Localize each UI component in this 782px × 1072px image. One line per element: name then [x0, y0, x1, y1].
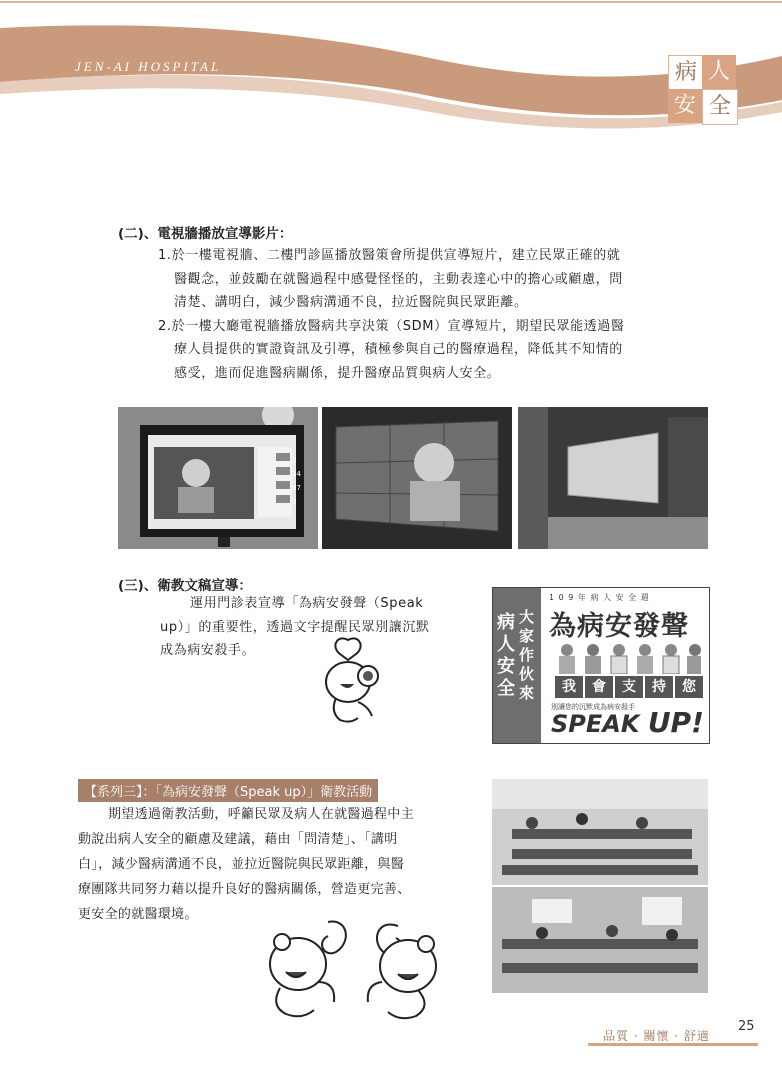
series-3-label: 【系列三】：「為病安發聲（Speak up）」衛教活動: [78, 779, 378, 802]
queue-value: 3: [292, 498, 297, 506]
poster-mid-vertical: 大家作伙來: [519, 608, 535, 702]
photo-video-wall: [322, 407, 512, 549]
logo-char-3: 安: [668, 89, 702, 123]
poster-button-row: [555, 676, 703, 698]
poster-speak: SPEAK: [551, 710, 640, 738]
series-line-3: 白」，減少醫病溝通不良，並拉近醫院與民眾距離，與醫: [78, 857, 405, 872]
poster-button: 持: [645, 676, 673, 698]
footer-motto: 品質 · 關懷 · 舒適: [603, 1029, 710, 1043]
section-2-list: [158, 244, 718, 385]
poster-title: 為病安發聲: [549, 611, 689, 642]
hospital-brand: JEN-AI HOSPITAL: [75, 59, 222, 74]
section-2-item-1: [158, 244, 718, 315]
queue-value: 3: [292, 456, 297, 464]
video-wall-graphic: [322, 407, 512, 549]
photo-tv-clinic: [118, 407, 318, 549]
photo-lobby-screen: [518, 407, 708, 549]
photo-waiting-area: [492, 779, 708, 993]
section-3-line-2: up）」的重要性，透過文字提醒民眾別讓沉默: [160, 619, 430, 635]
series-line-1: 期望透過衛教活動，呼籲民眾及病人在就醫過程中主: [108, 807, 414, 822]
series-line-4: 療團隊共同努力藉以提升良好的醫病關係，營造更完善、: [78, 882, 411, 897]
footer-rule: [588, 1043, 758, 1046]
item-2-line-3: 感受，進而促進醫病關係，提升醫療品質與病人安全。: [174, 365, 501, 381]
item-1-line-2: 醫觀念，並鼓勵在就醫過程中感覺怪怪的，主動表達心中的擔心或顧慮，問: [174, 271, 623, 287]
section-3-line-1: 運用門診表宣導「為病安發聲（Speak: [190, 596, 424, 611]
section-2-item-2: [158, 315, 718, 386]
poster-button: 我: [555, 676, 583, 698]
mascot-illustration: [318, 636, 390, 726]
poster-button: 您: [675, 676, 703, 698]
poster-button: 支: [615, 676, 643, 698]
item-2-line-2: 療人員提供的實證資訊及引導，積極參與自己的醫療過程，降低其不知情的: [174, 342, 623, 357]
page-number: 25: [738, 1019, 755, 1034]
series-line-2: 動說出病人安全的顧慮及建議，藉由「問清楚」、「講明: [78, 832, 398, 847]
section-3-line-3: 成為病安殺手。: [160, 643, 256, 658]
waiting-area-graphic: [492, 779, 708, 993]
item-2-line-1: 2.於一樓大廳電視牆播放醫病共享決策（SDM）宣導短片，期望民眾能透過醫: [158, 318, 625, 334]
poster-up: UP!: [647, 706, 704, 739]
logo-char-2: 人: [702, 55, 736, 89]
series-line-5: 更安全的就醫環境。: [78, 907, 198, 922]
patient-safety-logo: [668, 55, 736, 123]
tv-queue-values: [292, 453, 301, 509]
logo-char-1: 病: [668, 55, 704, 91]
tv-clinic-graphic: [118, 407, 318, 549]
poster-people-illustration: [553, 642, 703, 674]
logo-char-4: 全: [702, 89, 738, 125]
poster-button: 會: [585, 676, 613, 698]
section-3-heading: (三)、衛教文稿宣導：: [118, 578, 252, 594]
section-2-heading: (二)、電視牆播放宣導影片：: [118, 226, 293, 242]
queue-value: 14: [292, 470, 301, 478]
lobby-screen-graphic: [518, 407, 708, 549]
poster-top-line: 1 0 9 年 病 人 安 全 週: [549, 593, 650, 602]
speak-up-poster: [492, 587, 710, 744]
poster-speak-up: [551, 706, 704, 739]
series-3-body: [78, 802, 490, 927]
queue-value: 37: [292, 484, 301, 492]
mascot-pair-illustration: [258, 912, 448, 1022]
item-1-line-1: 1.於一樓電視牆、二樓門診區播放醫策會所提供宣導短片，建立民眾正確的就: [158, 248, 621, 263]
item-1-line-3: 清楚、講明白，減少醫病溝通不良，拉近醫院與民眾距離。: [174, 295, 528, 310]
poster-left-vertical: 病人安全: [497, 612, 515, 699]
poster-subline: 別讓您的沉默成為病安殺手: [551, 703, 635, 711]
